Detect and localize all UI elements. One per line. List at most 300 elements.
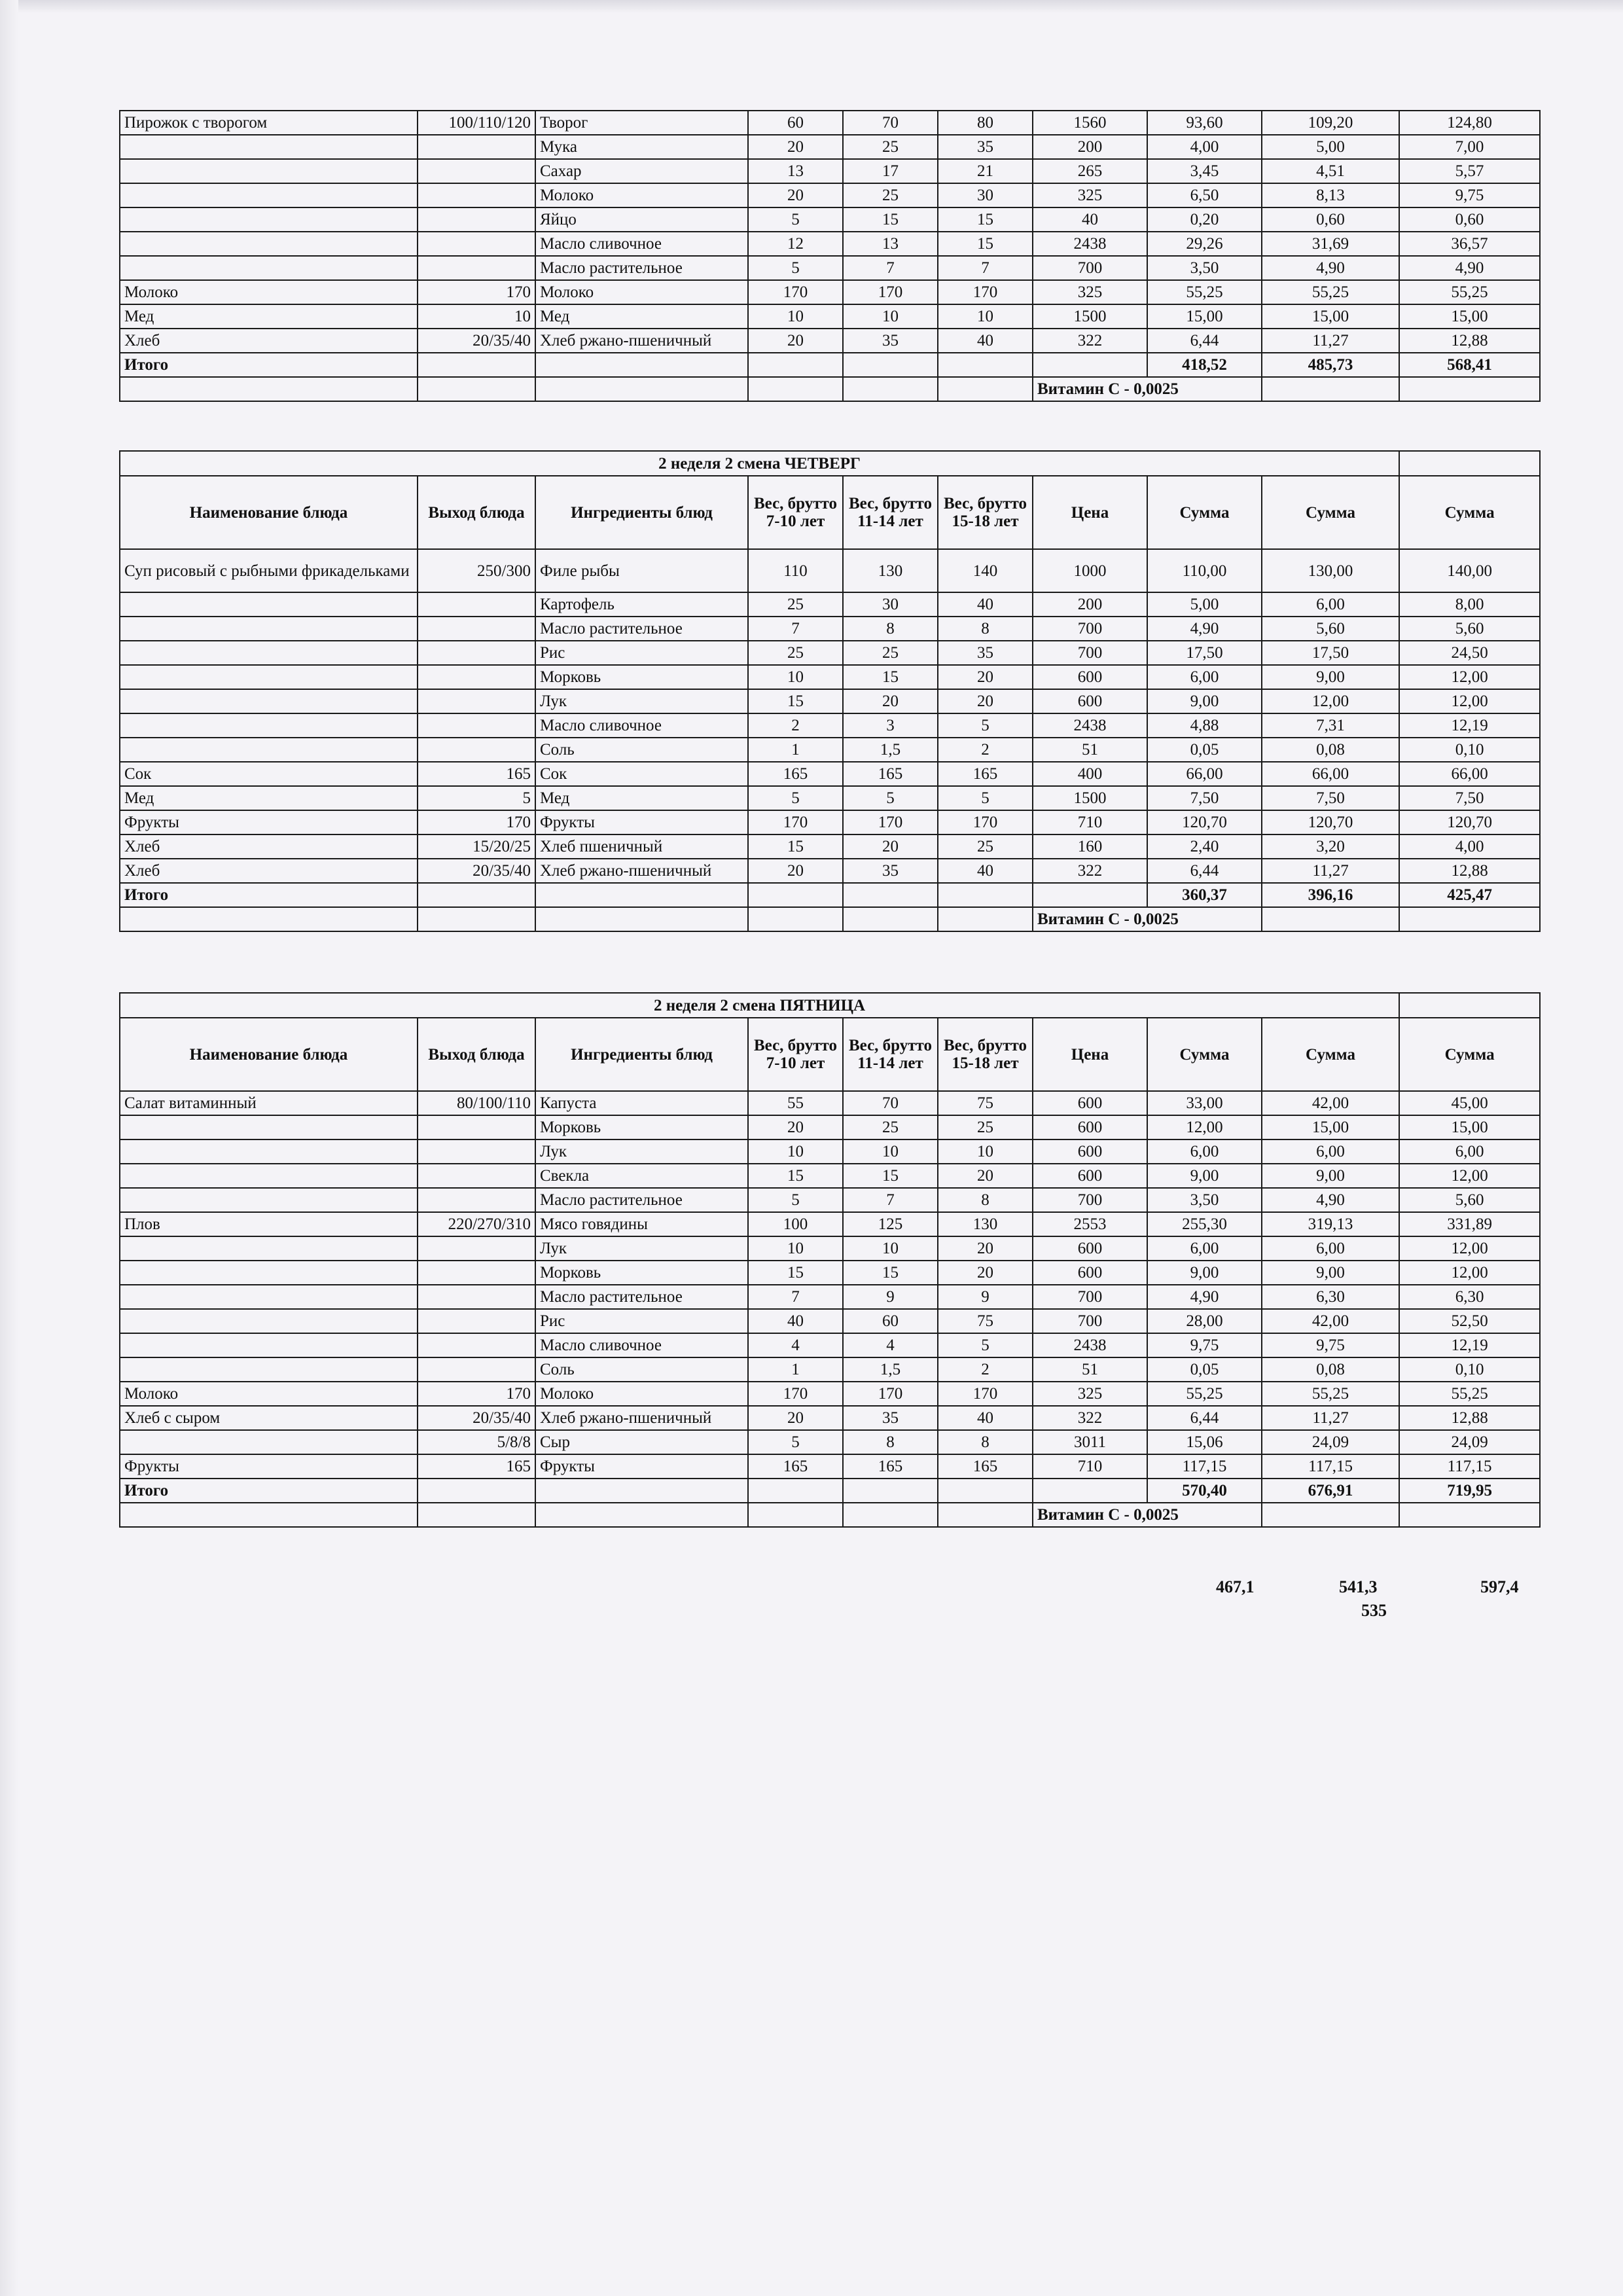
dish-output [418,207,535,232]
price: 51 [1033,738,1147,762]
ingredient: Масло растительное [535,1188,748,1212]
sum-15-18: 5,60 [1399,617,1540,641]
weight-7-10: 10 [748,304,843,329]
sum-7-10: 6,00 [1147,665,1262,689]
weight-11-14: 8 [843,617,938,641]
weight-7-10: 20 [748,1406,843,1430]
table-row [120,713,1540,738]
weight-11-14: 9 [843,1285,938,1309]
table-row [120,1382,1540,1406]
ingredient: Хлеб пшеничный [535,834,748,859]
dish-output [418,1164,535,1188]
ingredient: Мед [535,786,748,810]
dish-name [120,183,418,207]
footer-average-1: 467,1 [1216,1577,1255,1596]
table-row [120,762,1540,786]
table-row [120,786,1540,810]
header-sum-15-18: Сумма [1399,476,1540,549]
sum-7-10: 9,00 [1147,689,1262,713]
header-sum-15-18: Сумма [1399,1018,1540,1091]
sum-7-10: 3,50 [1147,1188,1262,1212]
weight-11-14: 3 [843,713,938,738]
dish-output: 165 [418,1454,535,1479]
weight-7-10: 100 [748,1212,843,1236]
weight-15-18: 165 [938,1454,1033,1479]
sum-7-10: 9,75 [1147,1333,1262,1357]
vitamin-row [120,907,1540,931]
sum-11-14: 11,27 [1262,1406,1399,1430]
total-empty-cell [748,883,843,907]
dish-name [120,232,418,256]
dish-name [120,1285,418,1309]
vitamin-empty-cell [1262,377,1399,401]
sum-7-10: 5,00 [1147,592,1262,617]
weight-15-18: 20 [938,1236,1033,1261]
ingredient: Лук [535,1139,748,1164]
weight-15-18: 20 [938,665,1033,689]
weight-15-18: 20 [938,1164,1033,1188]
total-label: Итого [120,1479,418,1503]
weight-11-14: 4 [843,1333,938,1357]
dish-name [120,135,418,159]
ingredient: Масло сливочное [535,1333,748,1357]
weight-11-14: 25 [843,183,938,207]
table-row [120,1212,1540,1236]
weight-7-10: 20 [748,859,843,883]
header-ingredient: Ингредиенты блюд [535,1018,748,1091]
vitamin-row [120,1503,1540,1527]
weight-11-14: 10 [843,1139,938,1164]
ingredient: Морковь [535,665,748,689]
table-row [120,1430,1540,1454]
table-row [120,280,1540,304]
dish-output [418,1285,535,1309]
dish-name [120,1333,418,1357]
dish-name [120,1236,418,1261]
total-label: Итого [120,883,418,907]
total-empty-cell [418,883,535,907]
sum-7-10: 9,00 [1147,1261,1262,1285]
sum-15-18: 12,88 [1399,859,1540,883]
weight-7-10: 55 [748,1091,843,1115]
header-dish-output: Выход блюда [418,1018,535,1091]
sum-15-18: 52,50 [1399,1309,1540,1333]
sum-11-14: 5,60 [1262,617,1399,641]
table-row [120,1115,1540,1139]
vitamin-row [120,377,1540,401]
table-row [120,304,1540,329]
dish-output [418,1236,535,1261]
weight-7-10: 15 [748,834,843,859]
price: 700 [1033,1309,1147,1333]
dish-name [120,207,418,232]
weight-11-14: 5 [843,786,938,810]
sum-11-14: 31,69 [1262,232,1399,256]
vitamin-empty-cell [843,377,938,401]
weight-7-10: 110 [748,549,843,592]
sum-7-10: 6,00 [1147,1236,1262,1261]
vitamin-empty-cell [938,907,1033,931]
total-empty-cell [843,353,938,377]
sum-11-14: 9,00 [1262,1261,1399,1285]
dish-output: 20/35/40 [418,329,535,353]
sum-11-14: 7,50 [1262,786,1399,810]
dish-output: 250/300 [418,549,535,592]
sum-15-18: 15,00 [1399,304,1540,329]
sum-15-18: 12,00 [1399,1261,1540,1285]
weight-7-10: 5 [748,207,843,232]
table-row [120,329,1540,353]
table-row [120,1139,1540,1164]
weight-11-14: 10 [843,1236,938,1261]
table-friday-body [120,993,1540,1527]
weight-7-10: 10 [748,1139,843,1164]
sum-15-18: 9,75 [1399,183,1540,207]
vitamin-empty-cell [418,377,535,401]
weight-11-14: 1,5 [843,1357,938,1382]
dish-output [418,665,535,689]
price: 2438 [1033,713,1147,738]
weight-15-18: 8 [938,1188,1033,1212]
total-sum-3: 719,95 [1399,1479,1540,1503]
total-empty-cell [1033,1479,1147,1503]
sum-11-14: 24,09 [1262,1430,1399,1454]
sum-11-14: 6,00 [1262,1236,1399,1261]
sum-11-14: 55,25 [1262,1382,1399,1406]
ingredient: Мясо говядины [535,1212,748,1236]
ingredient: Творог [535,111,748,135]
sum-15-18: 5,60 [1399,1188,1540,1212]
sum-11-14: 11,27 [1262,859,1399,883]
dish-output [418,641,535,665]
dish-output [418,1357,535,1382]
dish-name [120,1139,418,1164]
weight-7-10: 20 [748,183,843,207]
sum-11-14: 9,00 [1262,665,1399,689]
vitamin-empty-cell [120,907,418,931]
price: 265 [1033,159,1147,183]
weight-15-18: 170 [938,810,1033,834]
total-empty-cell [843,1479,938,1503]
sum-11-14: 55,25 [1262,280,1399,304]
dish-output: 80/100/110 [418,1091,535,1115]
weight-15-18: 80 [938,111,1033,135]
ingredient: Соль [535,1357,748,1382]
vitamin-c-note: Витамин С - 0,0025 [1033,1503,1262,1527]
ingredient: Сахар [535,159,748,183]
ingredient: Хлеб ржано-пшеничный [535,329,748,353]
dish-name: Плов [120,1212,418,1236]
price: 322 [1033,859,1147,883]
ingredient: Лук [535,1236,748,1261]
price: 600 [1033,689,1147,713]
weight-11-14: 30 [843,592,938,617]
dish-name [120,1261,418,1285]
weight-11-14: 35 [843,859,938,883]
sum-15-18: 124,80 [1399,111,1540,135]
total-sum-1: 360,37 [1147,883,1262,907]
weight-7-10: 5 [748,256,843,280]
dish-output [418,135,535,159]
dish-name [120,738,418,762]
sum-11-14: 9,00 [1262,1164,1399,1188]
sum-7-10: 6,44 [1147,859,1262,883]
dish-output: 20/35/40 [418,1406,535,1430]
weight-7-10: 12 [748,232,843,256]
table-row [120,617,1540,641]
sum-7-10: 9,00 [1147,1164,1262,1188]
table-row [120,183,1540,207]
ingredient: Яйцо [535,207,748,232]
price: 600 [1033,1139,1147,1164]
price: 2553 [1033,1212,1147,1236]
weight-15-18: 40 [938,329,1033,353]
vitamin-empty-cell [535,907,748,931]
weight-11-14: 17 [843,159,938,183]
sum-15-18: 4,00 [1399,834,1540,859]
dish-output [418,617,535,641]
table-row [120,665,1540,689]
weight-15-18: 15 [938,207,1033,232]
sum-11-14: 6,30 [1262,1285,1399,1309]
total-sum-2: 485,73 [1262,353,1399,377]
sum-15-18: 12,00 [1399,1236,1540,1261]
header-weight-15-18: Вес, брутто 15-18 лет [938,476,1033,549]
sum-15-18: 12,88 [1399,1406,1540,1430]
price: 200 [1033,592,1147,617]
sum-7-10: 2,40 [1147,834,1262,859]
weight-11-14: 170 [843,280,938,304]
ingredient: Картофель [535,592,748,617]
weight-11-14: 7 [843,1188,938,1212]
dish-output: 15/20/25 [418,834,535,859]
header-weight-15-18: Вес, брутто 15-18 лет [938,1018,1033,1091]
weight-7-10: 15 [748,1261,843,1285]
dish-output [418,1115,535,1139]
dish-name: Хлеб [120,329,418,353]
price: 710 [1033,1454,1147,1479]
total-sum-1: 570,40 [1147,1479,1262,1503]
table-row [120,111,1540,135]
weight-7-10: 1 [748,738,843,762]
sum-7-10: 117,15 [1147,1454,1262,1479]
dish-name [120,1430,418,1454]
weight-15-18: 10 [938,304,1033,329]
ingredient: Мука [535,135,748,159]
sum-11-14: 0,08 [1262,1357,1399,1382]
weight-15-18: 15 [938,232,1033,256]
sum-7-10: 12,00 [1147,1115,1262,1139]
price: 3011 [1033,1430,1147,1454]
dish-output: 170 [418,280,535,304]
weight-15-18: 140 [938,549,1033,592]
weight-11-14: 15 [843,1261,938,1285]
sum-11-14: 117,15 [1262,1454,1399,1479]
dish-name [120,617,418,641]
sum-15-18: 45,00 [1399,1091,1540,1115]
weight-15-18: 30 [938,183,1033,207]
weight-7-10: 2 [748,713,843,738]
weight-15-18: 8 [938,1430,1033,1454]
table-title-row [120,993,1540,1018]
weight-11-14: 15 [843,1164,938,1188]
weight-11-14: 170 [843,810,938,834]
weight-7-10: 15 [748,1164,843,1188]
sum-7-10: 15,00 [1147,304,1262,329]
sum-15-18: 0,10 [1399,1357,1540,1382]
dish-name [120,1164,418,1188]
weight-7-10: 15 [748,689,843,713]
weight-15-18: 2 [938,738,1033,762]
dish-output: 170 [418,810,535,834]
weight-11-14: 70 [843,111,938,135]
sum-15-18: 12,19 [1399,1333,1540,1357]
table-header-row [120,476,1540,549]
dish-output [418,592,535,617]
sum-7-10: 6,50 [1147,183,1262,207]
table-row [120,1454,1540,1479]
header-dish-name: Наименование блюда [120,476,418,549]
vitamin-empty-cell [843,1503,938,1527]
weight-15-18: 165 [938,762,1033,786]
price: 2438 [1033,232,1147,256]
sum-15-18: 55,25 [1399,280,1540,304]
table-row [120,1091,1540,1115]
dish-output [418,1309,535,1333]
dish-output [418,1333,535,1357]
ingredient: Молоко [535,1382,748,1406]
weight-7-10: 13 [748,159,843,183]
total-sum-1: 418,52 [1147,353,1262,377]
total-empty-cell [535,1479,748,1503]
sum-11-14: 0,60 [1262,207,1399,232]
total-empty-cell [938,1479,1033,1503]
ingredient: Рис [535,641,748,665]
sum-7-10: 15,06 [1147,1430,1262,1454]
dish-output [418,183,535,207]
price: 600 [1033,1091,1147,1115]
weight-11-14: 130 [843,549,938,592]
sum-11-14: 130,00 [1262,549,1399,592]
vitamin-empty-cell [938,377,1033,401]
total-empty-cell [748,1479,843,1503]
ingredient: Лук [535,689,748,713]
header-weight-7-10: Вес, брутто 7-10 лет [748,476,843,549]
vitamin-empty-cell [1399,377,1540,401]
price: 200 [1033,135,1147,159]
sum-7-10: 6,00 [1147,1139,1262,1164]
sum-11-14: 3,20 [1262,834,1399,859]
price: 600 [1033,1115,1147,1139]
weight-15-18: 10 [938,1139,1033,1164]
dish-output [418,689,535,713]
weight-15-18: 25 [938,834,1033,859]
dish-output: 165 [418,762,535,786]
weight-15-18: 5 [938,786,1033,810]
dish-output: 10 [418,304,535,329]
price: 600 [1033,1261,1147,1285]
dish-name [120,1309,418,1333]
header-price: Цена [1033,1018,1147,1091]
weight-7-10: 20 [748,1115,843,1139]
header-sum-11-14: Сумма [1262,1018,1399,1091]
sum-7-10: 7,50 [1147,786,1262,810]
dish-output [418,1261,535,1285]
weight-11-14: 165 [843,762,938,786]
sum-7-10: 6,44 [1147,329,1262,353]
vitamin-empty-cell [1399,1503,1540,1527]
weight-11-14: 1,5 [843,738,938,762]
sum-11-14: 15,00 [1262,1115,1399,1139]
sum-15-18: 12,88 [1399,329,1540,353]
table-row [120,1236,1540,1261]
total-empty-cell [418,1479,535,1503]
sum-7-10: 55,25 [1147,280,1262,304]
weight-11-14: 25 [843,135,938,159]
ingredient: Молоко [535,183,748,207]
weight-7-10: 4 [748,1333,843,1357]
sum-7-10: 3,45 [1147,159,1262,183]
dish-name [120,1115,418,1139]
sum-15-18: 4,90 [1399,256,1540,280]
dish-name: Хлеб [120,834,418,859]
dish-name [120,159,418,183]
weight-7-10: 25 [748,641,843,665]
weight-15-18: 40 [938,1406,1033,1430]
sum-11-14: 17,50 [1262,641,1399,665]
weight-11-14: 170 [843,1382,938,1406]
weight-15-18: 8 [938,617,1033,641]
weight-11-14: 8 [843,1430,938,1454]
weight-11-14: 7 [843,256,938,280]
table-row [120,1406,1540,1430]
weight-11-14: 10 [843,304,938,329]
ingredient: Соль [535,738,748,762]
ingredient: Хлеб ржано-пшеничный [535,859,748,883]
table-row [120,1285,1540,1309]
table-row [120,641,1540,665]
dish-output [418,1139,535,1164]
menu-table-friday [119,992,1541,1528]
table-row [120,1164,1540,1188]
vitamin-empty-cell [938,1503,1033,1527]
table-row [120,1261,1540,1285]
sum-15-18: 0,10 [1399,738,1540,762]
price: 700 [1033,641,1147,665]
ingredient: Масло сливочное [535,232,748,256]
footer-average-2: 541,3 [1339,1577,1378,1596]
sum-7-10: 17,50 [1147,641,1262,665]
dish-output [418,256,535,280]
weight-15-18: 35 [938,641,1033,665]
weight-11-14: 15 [843,207,938,232]
sum-11-14: 12,00 [1262,689,1399,713]
header-ingredient: Ингредиенты блюд [535,476,748,549]
sum-15-18: 6,00 [1399,1139,1540,1164]
table-row [120,1357,1540,1382]
dish-name: Хлеб [120,859,418,883]
table-title-row [120,451,1540,476]
sum-15-18: 331,89 [1399,1212,1540,1236]
weight-15-18: 2 [938,1357,1033,1382]
sum-11-14: 42,00 [1262,1091,1399,1115]
ingredient: Фрукты [535,810,748,834]
total-row [120,883,1540,907]
weight-11-14: 165 [843,1454,938,1479]
dish-name: Суп рисовый с рыбными фрикадельками [120,549,418,592]
sum-7-10: 33,00 [1147,1091,1262,1115]
weight-11-14: 125 [843,1212,938,1236]
